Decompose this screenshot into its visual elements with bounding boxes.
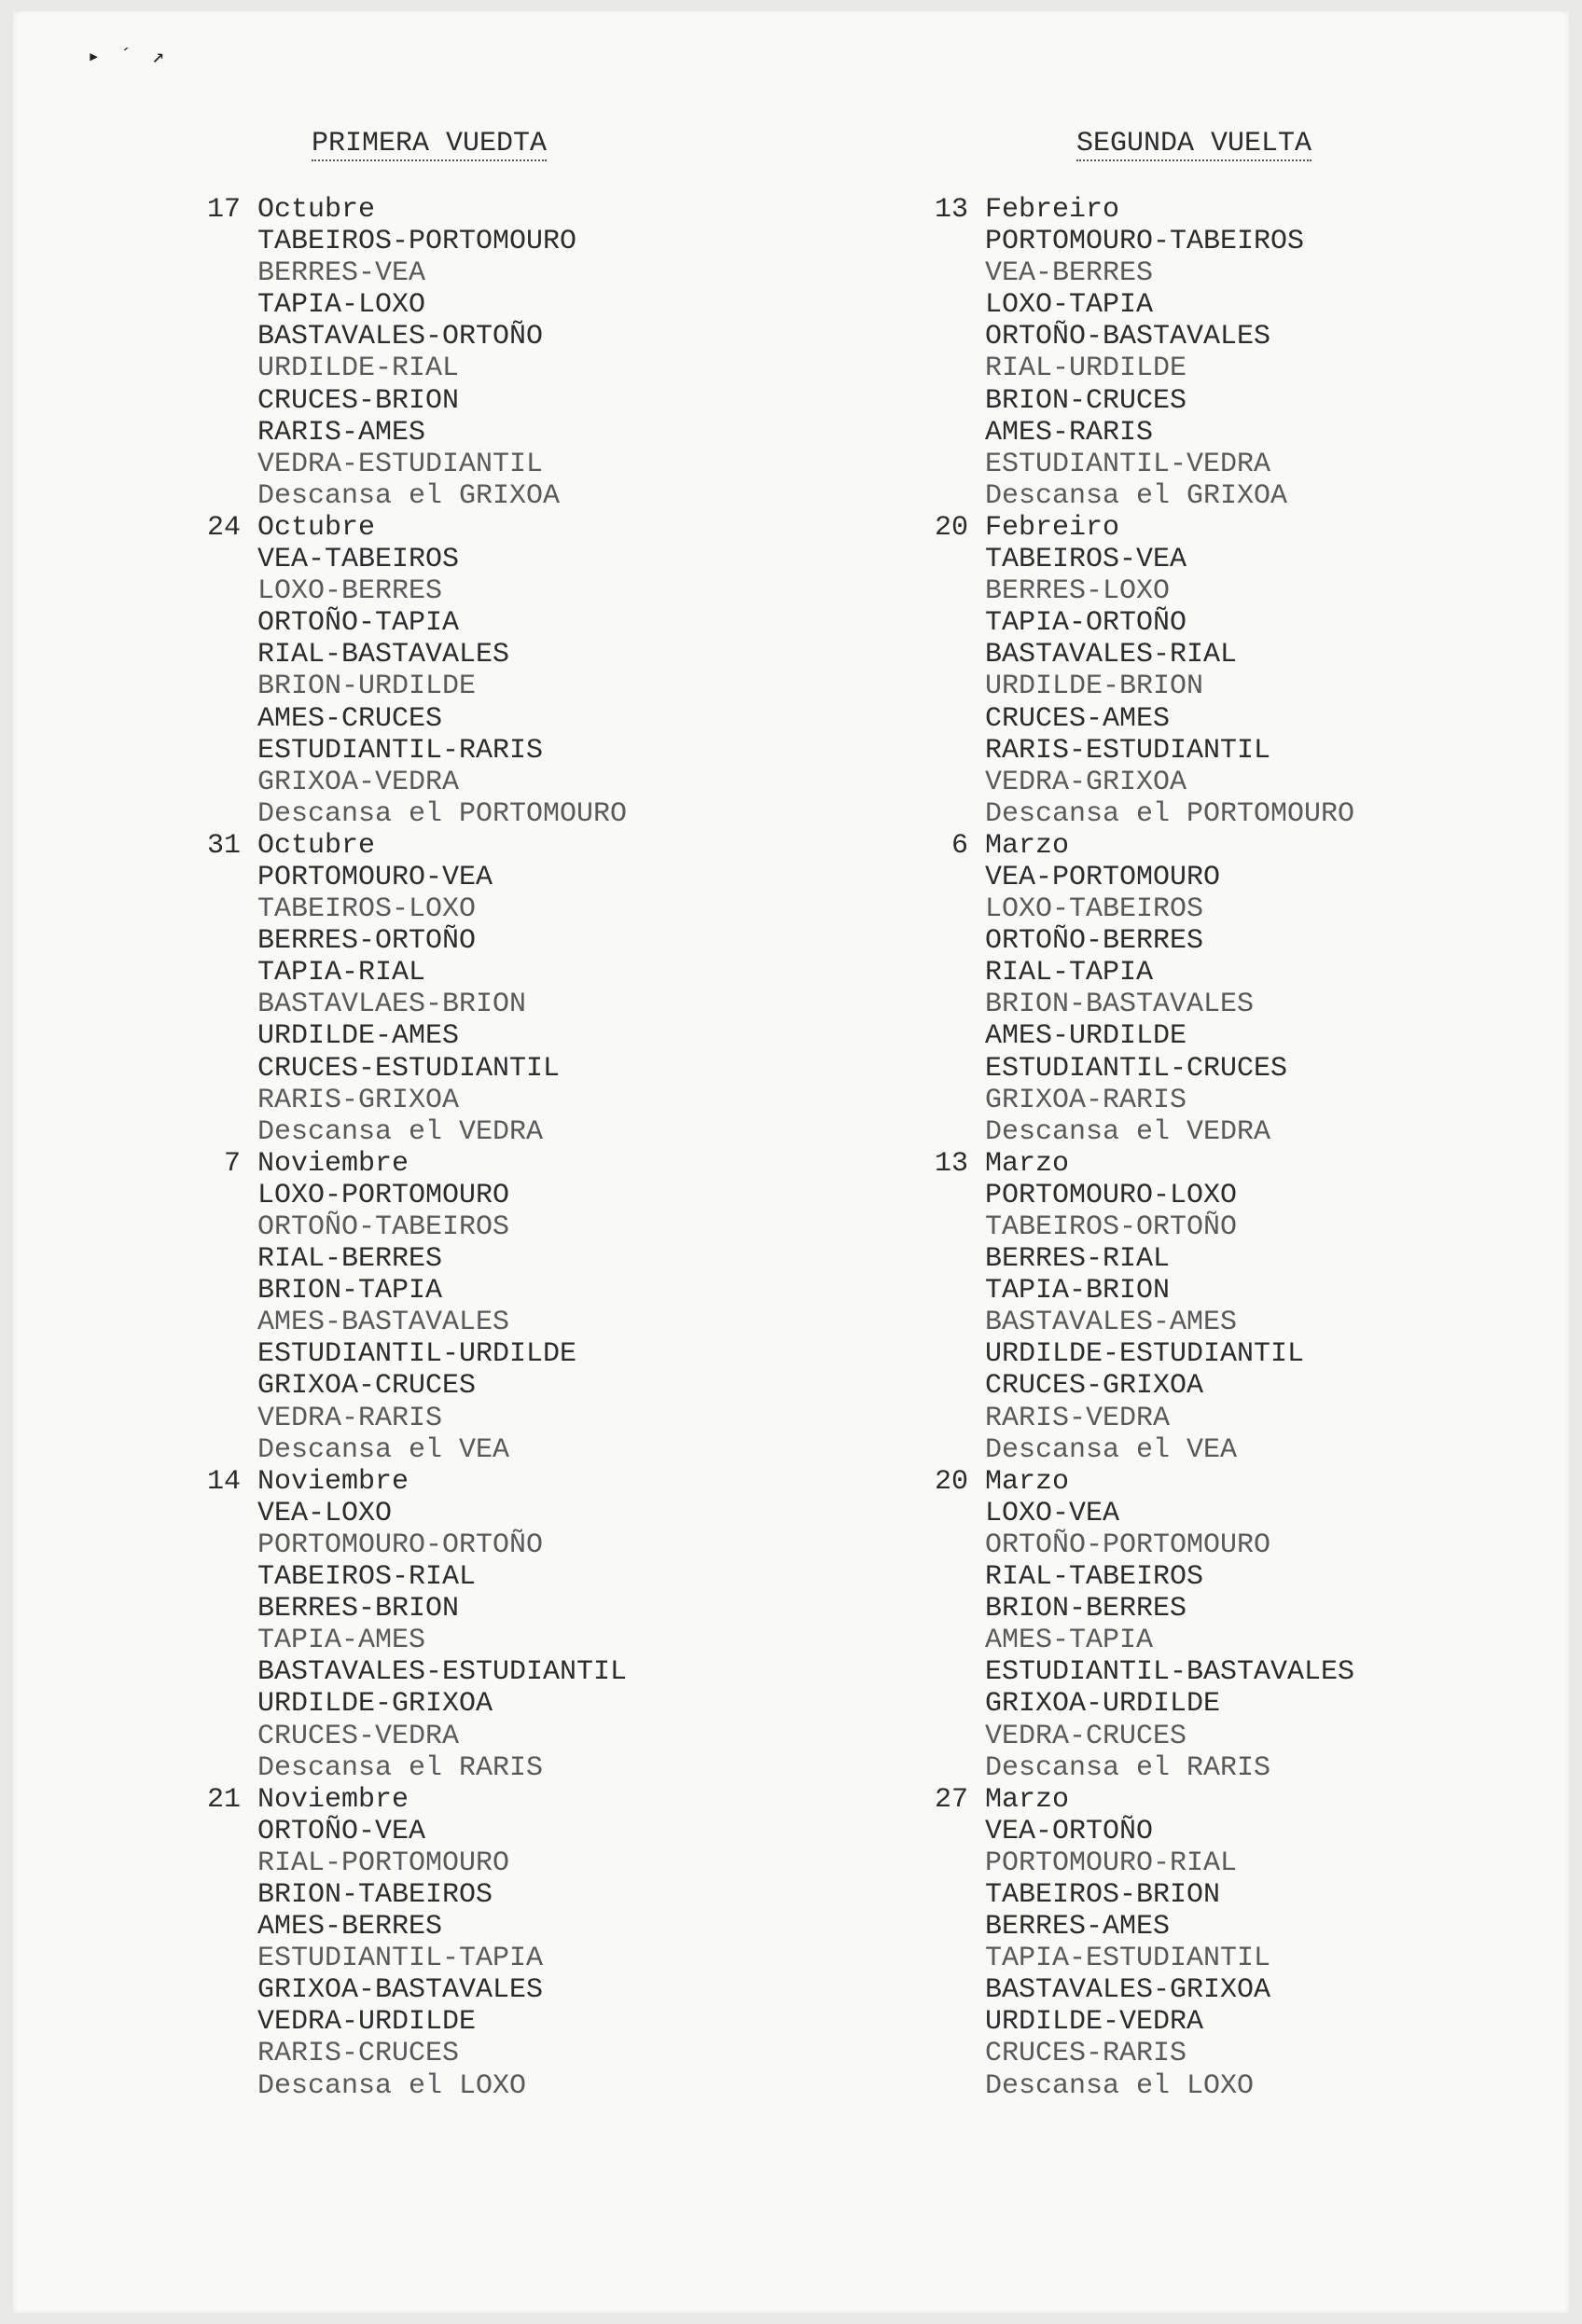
match-line: GRIXOA-RARIS [985, 1084, 1187, 1116]
match-line: GRIXOA-VEDRA [257, 766, 460, 798]
match-line: BASTAVALES-ESTUDIANTIL [257, 1656, 628, 1689]
match-line: BRION-BASTAVALES [985, 989, 1255, 1021]
match-line: BRION-TAPIA [257, 1275, 443, 1307]
match-line: CRUCES-ESTUDIANTIL [257, 1052, 561, 1085]
round-date [914, 1466, 1582, 1498]
match-line: TABEIROS-BRION [985, 1878, 1221, 1911]
round-date [914, 1148, 1582, 1180]
match-line: URDILDE-AMES [257, 1020, 460, 1053]
round-date [187, 512, 895, 544]
round-day: 17 [206, 194, 241, 226]
rest-team-line: Descansa el RARIS [257, 1751, 544, 1784]
match-line: ESTUDIANTIL-BASTAVALES [985, 1656, 1355, 1689]
match-line: VEDRA-RARIS [257, 1402, 443, 1434]
match-line: VEDRA-CRUCES [985, 1720, 1187, 1752]
match-line: RIAL-TABEIROS [985, 1561, 1204, 1594]
match-line: CRUCES-RARIS [985, 2038, 1187, 2070]
match-line: TABEIROS-LOXO [257, 893, 477, 926]
round-day: 21 [206, 1783, 241, 1816]
match-line: TABEIROS-RIAL [257, 1561, 477, 1594]
match-line: VEDRA-ESTUDIANTIL [257, 448, 544, 480]
match-line: ORTOÑO-TABEIROS [257, 1211, 510, 1243]
match-line: PORTOMOURO-ORTOÑO [257, 1529, 544, 1561]
round-date [187, 1784, 895, 1816]
rest-team-line: Descansa el VEA [985, 1433, 1238, 1466]
heading-segunda-vuelta: SEGUNDA VUELTA [1076, 128, 1312, 159]
round-month: Octubre [257, 511, 376, 544]
match-line: ORTOÑO-BASTAVALES [985, 321, 1271, 353]
rest-team-line: Descansa el LOXO [985, 2069, 1255, 2102]
match-line: AMES-RARIS [985, 416, 1154, 449]
match-line: ORTOÑO-TAPIA [257, 607, 460, 640]
match-line: PORTOMOURO-RIAL [985, 1847, 1238, 1879]
match-line: BRION-CRUCES [985, 384, 1187, 417]
round-date [187, 830, 895, 862]
match-line: TAPIA-AMES [257, 1625, 426, 1657]
round-month: Noviembre [257, 1147, 409, 1180]
round-month: Febreiro [985, 511, 1120, 544]
match-line: VEA-TABEIROS [257, 544, 460, 576]
round-month: Noviembre [257, 1465, 409, 1498]
match-line: BRION-TABEIROS [257, 1878, 493, 1911]
match-line: ESTUDIANTIL-TAPIA [257, 1943, 544, 1975]
match-line: VEA-LOXO [257, 1497, 393, 1529]
match-line: LOXO-TABEIROS [985, 893, 1204, 926]
match-line: URDILDE-ESTUDIANTIL [985, 1338, 1305, 1371]
rest-team-line: Descansa el PORTOMOURO [985, 797, 1355, 830]
match-line: URDILDE-GRIXOA [257, 1688, 493, 1721]
match-line: ESTUDIANTIL-URDILDE [257, 1338, 577, 1371]
match-line: GRIXOA-CRUCES [257, 1370, 477, 1403]
rest-team-line: Descansa el LOXO [257, 2069, 527, 2102]
match-line: BERRES-AMES [985, 1911, 1171, 1944]
match-line: ESTUDIANTIL-CRUCES [985, 1052, 1288, 1085]
round-month: Febreiro [985, 194, 1120, 226]
round-month: Octubre [257, 829, 376, 862]
match-line: RARIS-VEDRA [985, 1402, 1171, 1434]
round-month: Octubre [257, 194, 376, 226]
match-line: GRIXOA-BASTAVALES [257, 1974, 544, 2007]
match-line: CRUCES-VEDRA [257, 1720, 460, 1752]
match-line: VEA-PORTOMOURO [985, 861, 1221, 893]
match-line: TABEIROS-ORTOÑO [985, 1211, 1238, 1243]
match-line: RARIS-CRUCES [257, 2038, 460, 2070]
match-line: AMES-URDILDE [985, 1020, 1187, 1053]
match-line: URDILDE-BRION [985, 671, 1204, 703]
match-line: TAPIA-RIAL [257, 957, 426, 989]
match-line: VEDRA-GRIXOA [985, 766, 1187, 798]
heading-primera-vuelta: PRIMERA VUEDTA [312, 128, 548, 159]
match-line: ORTOÑO-VEA [257, 1815, 426, 1847]
round-month: Marzo [985, 1783, 1070, 1816]
round-block [914, 512, 1582, 830]
typed-page [13, 11, 1569, 2313]
match-line: BASTAVALES-ORTOÑO [257, 321, 544, 353]
round-month: Marzo [985, 829, 1070, 862]
match-line: BASTAVLAES-BRION [257, 989, 527, 1021]
round-day: 13 [934, 1147, 968, 1180]
round-date [914, 512, 1582, 544]
match-line: RARIS-AMES [257, 416, 426, 449]
round-block [914, 194, 1582, 512]
round-block [914, 1466, 1582, 1784]
match-line: LOXO-BERRES [257, 575, 443, 608]
match-line: RARIS-GRIXOA [257, 1084, 460, 1116]
match-line: BERRES-LOXO [985, 575, 1171, 608]
match-line: LOXO-VEA [985, 1497, 1120, 1529]
match-line: TAPIA-ESTUDIANTIL [985, 1943, 1271, 1975]
round-day: 20 [934, 1465, 968, 1498]
round-day: 31 [206, 829, 241, 862]
match-line: PORTOMOURO-TABEIROS [985, 226, 1305, 258]
corner-marks: ▸ ´ ↗ [88, 46, 169, 69]
match-line: RIAL-PORTOMOURO [257, 1847, 510, 1879]
round-day: 24 [206, 511, 241, 544]
round-block [187, 1148, 895, 1466]
match-line: VEDRA-URDILDE [257, 2006, 477, 2039]
match-line: VEA-ORTOÑO [985, 1815, 1154, 1847]
match-line: TAPIA-LOXO [257, 289, 426, 322]
match-line: VEA-BERRES [985, 257, 1154, 290]
rest-team-line: Descansa el VEDRA [257, 1115, 544, 1148]
match-line: ESTUDIANTIL-RARIS [257, 734, 544, 767]
rounds-list [187, 194, 895, 2102]
match-line: AMES-CRUCES [257, 702, 443, 735]
match-line: PORTOMOURO-LOXO [985, 1179, 1238, 1211]
match-line: URDILDE-VEDRA [985, 2006, 1204, 2039]
round-day: 20 [934, 511, 968, 544]
match-line: GRIXOA-URDILDE [985, 1688, 1221, 1721]
round-date [914, 194, 1582, 226]
match-line: TAPIA-BRION [985, 1275, 1171, 1307]
match-line: RARIS-ESTUDIANTIL [985, 734, 1271, 767]
round-day: 13 [934, 194, 968, 226]
match-line: BERRES-ORTOÑO [257, 925, 477, 958]
round-day: 6 [951, 829, 968, 862]
match-line: PORTOMOURO-VEA [257, 861, 493, 893]
match-line: BRION-URDILDE [257, 671, 477, 703]
match-line: CRUCES-AMES [985, 702, 1171, 735]
round-block [187, 194, 895, 512]
round-date [187, 194, 895, 226]
match-line: LOXO-TAPIA [985, 289, 1154, 322]
match-line: AMES-TAPIA [985, 1625, 1154, 1657]
round-month: Marzo [985, 1147, 1070, 1180]
round-date [187, 1148, 895, 1180]
match-line: AMES-BERRES [257, 1911, 443, 1944]
match-line: ESTUDIANTIL-VEDRA [985, 448, 1271, 480]
round-month: Marzo [985, 1465, 1070, 1498]
rest-team-line: Descansa el GRIXOA [257, 479, 561, 512]
match-line: AMES-BASTAVALES [257, 1307, 510, 1339]
round-date [914, 830, 1582, 862]
match-line: ORTOÑO-PORTOMOURO [985, 1529, 1271, 1561]
rest-team-line: Descansa el PORTOMOURO [257, 797, 628, 830]
round-date [914, 1784, 1582, 1816]
match-line: RIAL-BERRES [257, 1243, 443, 1276]
round-day: 7 [223, 1147, 241, 1180]
match-line: BERRES-BRION [257, 1593, 460, 1625]
match-line: BASTAVALES-AMES [985, 1307, 1238, 1339]
match-line: CRUCES-BRION [257, 384, 460, 417]
round-day: 27 [934, 1783, 968, 1816]
match-line: CRUCES-GRIXOA [985, 1370, 1204, 1403]
round-day: 14 [206, 1465, 241, 1498]
round-block [187, 1466, 895, 1784]
rounds-list [914, 194, 1582, 2102]
round-block [187, 830, 895, 1148]
match-line: TABEIROS-VEA [985, 544, 1187, 576]
match-line: URDILDE-RIAL [257, 353, 460, 385]
match-line: BASTAVALES-RIAL [985, 639, 1238, 671]
round-block [187, 1784, 895, 2102]
match-line: ORTOÑO-BERRES [985, 925, 1204, 958]
round-block [187, 512, 895, 830]
round-block [914, 1148, 1582, 1466]
round-block [914, 830, 1582, 1148]
match-line: RIAL-BASTAVALES [257, 639, 510, 671]
rest-team-line: Descansa el VEA [257, 1433, 510, 1466]
rest-team-line: Descansa el RARIS [985, 1751, 1271, 1784]
match-line: TAPIA-ORTOÑO [985, 607, 1187, 640]
match-line: BERRES-RIAL [985, 1243, 1171, 1276]
round-month: Noviembre [257, 1783, 409, 1816]
match-line: BASTAVALES-GRIXOA [985, 1974, 1271, 2007]
match-line: RIAL-URDILDE [985, 353, 1187, 385]
round-date [187, 1466, 895, 1498]
match-line: RIAL-TAPIA [985, 957, 1154, 989]
match-line: BRION-BERRES [985, 1593, 1187, 1625]
round-block [914, 1784, 1582, 2102]
match-line: BERRES-VEA [257, 257, 426, 290]
rest-team-line: Descansa el GRIXOA [985, 479, 1288, 512]
match-line: TABEIROS-PORTOMOURO [257, 226, 577, 258]
rest-team-line: Descansa el VEDRA [985, 1115, 1271, 1148]
match-line: LOXO-PORTOMOURO [257, 1179, 510, 1211]
